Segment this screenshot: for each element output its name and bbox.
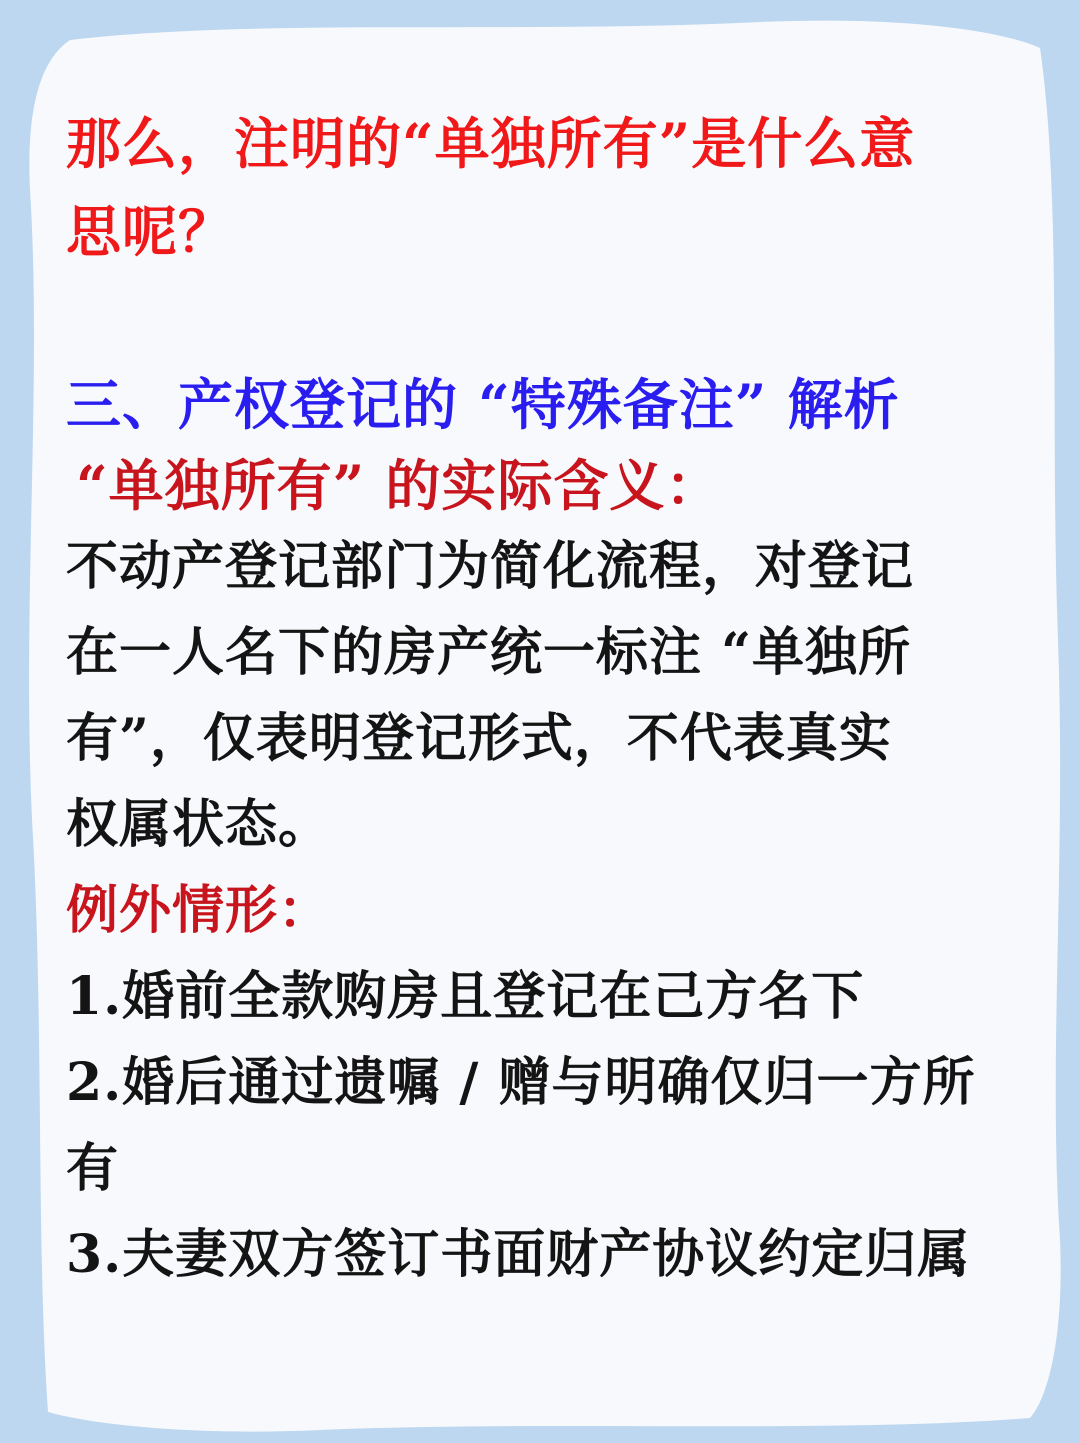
- section-title: 三、产权登记的 “特殊备注” 解析: [66, 372, 900, 437]
- explanation-line-4: 权属状态。: [66, 794, 332, 855]
- article-body: [66, 100, 1046, 1298]
- exception-item-3: 3.夫妻双方签订书面财产协议约定归属: [66, 1224, 971, 1285]
- explanation-line-2: 在一人名下的房产统一标注 “单独所: [66, 622, 912, 683]
- section-subtitle: “单独所有” 的实际含义：: [76, 453, 722, 518]
- explanation-line-1: 不动产登记部门为简化流程，对登记: [66, 536, 915, 597]
- spacer: [66, 276, 1046, 362]
- exception-item-1: 1.婚前全款购房且登记在己方名下: [66, 966, 865, 1027]
- exception-item-2-line-1: 2.婚后通过遗嘱 / 赠与明确仅归一方所: [66, 1052, 976, 1113]
- exception-item-2-line-2: 有: [66, 1138, 120, 1199]
- explanation-line-3: 有”，仅表明登记形式，不代表真实: [66, 708, 892, 769]
- question-line-1: 那么，注明的“单独所有”是什么意: [66, 111, 916, 176]
- question-line-2: 思呢？: [66, 199, 235, 264]
- exceptions-heading: 例外情形：: [66, 880, 332, 941]
